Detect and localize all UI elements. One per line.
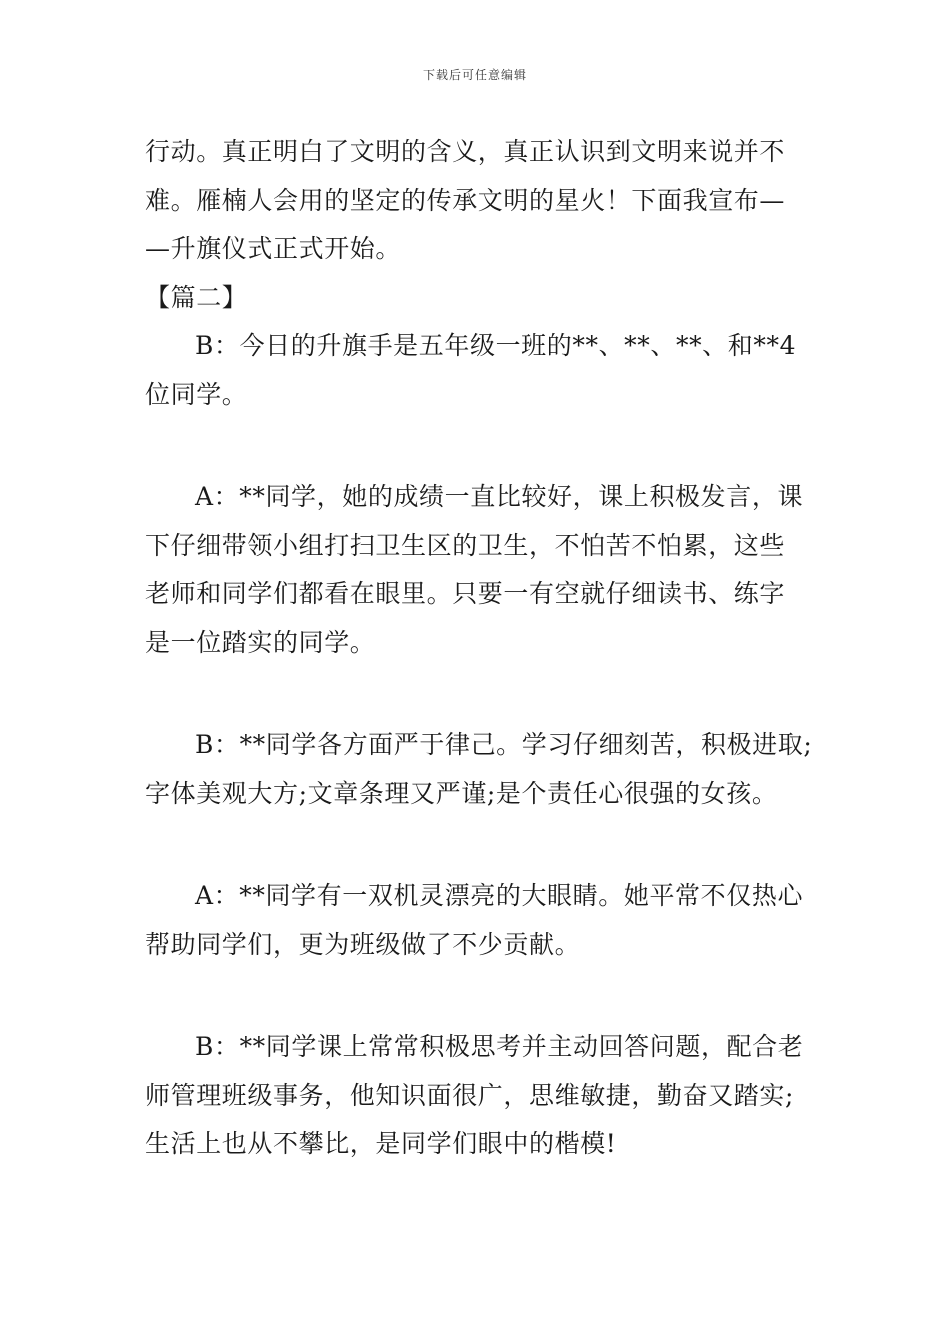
section-heading: 【篇二】 [145, 282, 248, 312]
paragraph-line: A：**同学，她的成绩一直比较好，课上积极发言，课 [195, 482, 804, 511]
paragraph-line: 位同学。 [145, 379, 248, 409]
paragraph-spacer [145, 818, 815, 872]
page-header: 下载后可任意编辑 [422, 68, 527, 82]
paragraph-line: B：**同学各方面严于律己。学习仔细刻苦，积极进取; [195, 730, 813, 759]
paragraph-spacer [145, 667, 815, 721]
paragraph-line: 是一位踏实的同学。 [145, 627, 376, 657]
paragraph-line: 下仔细带领小组打扫卫生区的卫生，不怕苦不怕累，这些 [145, 530, 786, 560]
paragraph-line: 行动。真正明白了文明的含义，真正认识到文明来说并不 [145, 137, 786, 166]
paragraph-line: B：今日的升旗手是五年级一班的**、**、**、和**4 [195, 331, 797, 360]
paragraph-line: 师管理班级事务，他知识面很广，思维敏捷，勤奋又踏实; [145, 1080, 795, 1110]
paragraph-line: 生活上也从不攀比，是同学们眼中的楷模! [145, 1129, 617, 1158]
paragraph-line: A：**同学有一双机灵漂亮的大眼睛。她平常不仅热心 [195, 881, 804, 910]
paragraph-spacer [145, 419, 815, 473]
paragraph-spacer [145, 969, 815, 1023]
paragraph-line: 字体美观大方;文章条理又严谨;是个责任心很强的女孩。 [145, 778, 778, 808]
paragraph-line: —升旗仪式正式开始。 [145, 234, 402, 263]
document-body [145, 128, 815, 1169]
paragraph-line: B：**同学课上常常积极思考并主动回答问题，配合老 [195, 1032, 804, 1061]
paragraph-line: 难。雁楠人会用的坚定的传承文明的星火！下面我宣布— [145, 185, 786, 215]
paragraph-line: 帮助同学们，更为班级做了不少贡献。 [145, 929, 581, 959]
paragraph-line: 老师和同学们都看在眼里。只要一有空就仔细读书、练字 [145, 579, 786, 608]
